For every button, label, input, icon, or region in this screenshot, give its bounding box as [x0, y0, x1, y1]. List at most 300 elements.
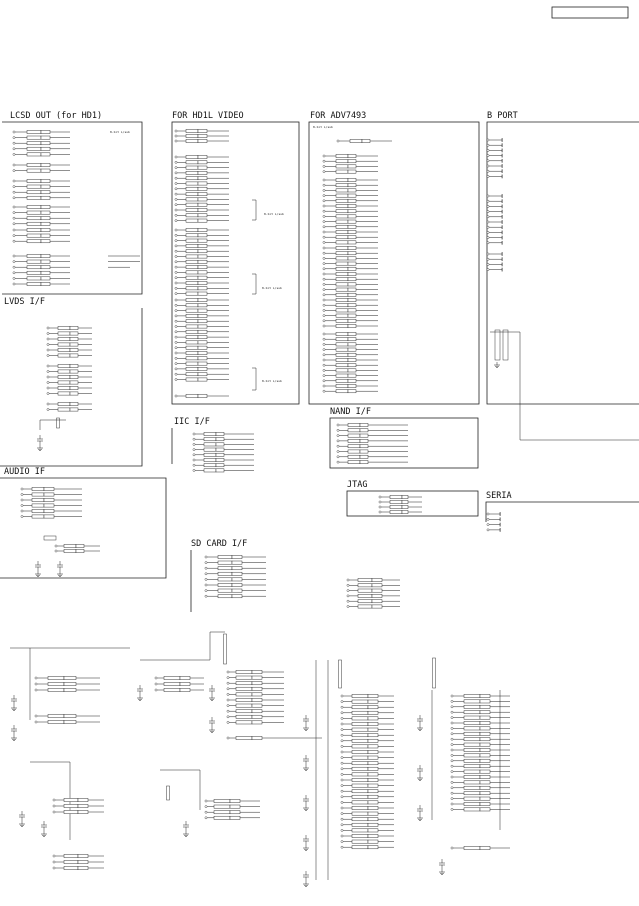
- adv-b-1-port: [323, 160, 325, 162]
- sd-2-port: [205, 567, 207, 569]
- adv-b-2-port: [323, 165, 325, 167]
- iic-3-port: [193, 449, 195, 451]
- lcd-c-2-pin: [41, 191, 50, 194]
- adv-c-5-conn: [336, 204, 348, 207]
- lcd-b-0-pin: [41, 163, 50, 166]
- bport-wire: [490, 332, 639, 440]
- hd1-d-5-pin: [198, 325, 207, 328]
- pw-g-12-conn: [464, 759, 480, 762]
- pw-c-1-port: [227, 677, 229, 679]
- pw-f-23-conn: [352, 823, 368, 826]
- lcd-e-2-conn: [27, 240, 41, 243]
- hd1-d-14-pin: [198, 373, 207, 376]
- hd1-d-2-port: [175, 310, 177, 312]
- pw-f-20-port: [341, 807, 343, 809]
- audio-x2-conn: [64, 549, 76, 552]
- lcd-f-4-pin: [41, 277, 50, 280]
- pw-a3-pin: [64, 688, 76, 691]
- pw-g-5-port: [451, 722, 453, 724]
- lvds-a-4-conn: [58, 348, 70, 351]
- lcd-a-2-conn: [27, 142, 41, 145]
- misc-4-pin: [372, 600, 382, 603]
- pw-f-7-conn: [352, 734, 368, 737]
- bport-a-7-port: [487, 175, 489, 177]
- sdcard-pins: [205, 555, 266, 597]
- hd1-c-3-conn: [186, 244, 198, 247]
- pw-g-15-conn: [464, 775, 480, 778]
- adv-d-10-port: [323, 299, 325, 301]
- lcd-a-3-pin: [41, 147, 50, 150]
- pw-c-8-conn: [236, 715, 252, 718]
- iic-5-conn: [204, 458, 216, 461]
- hd1-c-1-port: [175, 234, 177, 236]
- adv-e-8-conn: [336, 374, 348, 377]
- title-lcd-out: LCSD OUT (for HD1): [10, 111, 102, 121]
- adv-c-12-pin: [348, 241, 356, 244]
- pw-f-4-pin: [368, 717, 378, 720]
- jtag-3-port: [379, 511, 381, 513]
- nand-4-conn: [348, 445, 360, 448]
- lcd-d-2-port: [13, 217, 15, 219]
- iic-2-port: [193, 443, 195, 445]
- lcd-f-1-pin: [41, 260, 50, 263]
- audio-4-port: [21, 510, 23, 512]
- hd1-e-pin: [198, 394, 207, 397]
- pw-c-ext-conn: [236, 736, 252, 739]
- lcd-f-5-port: [13, 283, 15, 285]
- pw-c-8-port: [227, 716, 229, 718]
- adv-d-1-port: [323, 252, 325, 254]
- pw-f-27-conn: [352, 846, 368, 849]
- iic-6-port: [193, 464, 195, 466]
- sd-0-conn: [218, 555, 232, 558]
- pw-g-16-conn: [464, 781, 480, 784]
- pw-c-0-conn: [236, 670, 252, 673]
- pw-f-3-port: [341, 712, 343, 714]
- pw-g-14-conn: [464, 770, 480, 773]
- lvds-c-1-pin: [70, 408, 78, 411]
- hd1-c-3-pin: [198, 244, 207, 247]
- pw-b3-pin: [180, 688, 190, 691]
- hd1-e-conn: [186, 394, 198, 397]
- adv-e-7-pin: [348, 369, 356, 372]
- pw-c-3-conn: [236, 687, 252, 690]
- audio-2-conn: [32, 498, 44, 501]
- pw-f-10-port: [341, 751, 343, 753]
- hd1-d-4-pin: [198, 320, 207, 323]
- adv-d-8-pin: [348, 288, 356, 291]
- hd1-d-1-port: [175, 304, 177, 306]
- lcd-a-3-conn: [27, 147, 41, 150]
- jtag-1-port: [379, 501, 381, 503]
- adv-c-4-pin: [348, 199, 356, 202]
- iic-3-pin: [216, 448, 224, 451]
- pw-g-21-pin: [480, 808, 490, 811]
- adv-d-12-port: [323, 309, 325, 311]
- pw-f-19-port: [341, 801, 343, 803]
- hd1-d-12-pin: [198, 362, 207, 365]
- misc-2-port: [347, 590, 349, 592]
- adv-d-13-pin: [348, 314, 356, 317]
- pw-c-6-port: [227, 705, 229, 707]
- audio-x1-pin: [76, 544, 84, 547]
- iic-7-pin: [216, 469, 224, 472]
- pw-c-2-port: [227, 682, 229, 684]
- hd1-c-2-pin: [198, 239, 207, 242]
- jtag-1-conn: [390, 500, 402, 503]
- pw-f-2-pin: [368, 706, 378, 709]
- adv-c-9-port: [323, 226, 325, 228]
- sd-4-pin: [232, 578, 242, 581]
- pw-c-5-pin: [252, 698, 262, 701]
- audio-1-conn: [32, 493, 44, 496]
- pw-g-8-pin: [480, 738, 490, 741]
- frame-adv: [309, 122, 479, 404]
- bport-a-4-port: [487, 160, 489, 162]
- pw-f-25-conn: [352, 834, 368, 837]
- pw-a4-conn: [48, 714, 64, 717]
- jtag-3-pin: [402, 510, 408, 513]
- adv-c-10-conn: [336, 230, 348, 233]
- hd1-b-7-conn: [186, 193, 198, 196]
- sd-5-pin: [232, 583, 242, 586]
- adv-c-11-pin: [348, 236, 356, 239]
- pw-e-2-conn: [214, 811, 230, 814]
- lcd-d-1-port: [13, 212, 15, 214]
- hd1-b-1-port: [175, 161, 177, 163]
- pw-b1-pin: [180, 676, 190, 679]
- bport-b-3-port: [487, 211, 489, 213]
- pw-h1-conn: [464, 846, 480, 849]
- iic-1-conn: [204, 438, 216, 441]
- pw-f-25-pin: [368, 834, 378, 837]
- pw-d5-port: [53, 861, 55, 863]
- sd-3-conn: [218, 572, 232, 575]
- adv-e-8-port: [323, 375, 325, 377]
- note-8bit-d: 8-bit L/sub: [110, 130, 130, 134]
- adv-b-3-port: [323, 171, 325, 173]
- sd-4-conn: [218, 578, 232, 581]
- lcd-e-0-conn: [27, 228, 41, 231]
- pw-e-0-pin: [230, 799, 240, 802]
- lvds-res: [57, 418, 60, 428]
- nand-3-pin: [360, 439, 368, 442]
- pw-g-20-conn: [464, 802, 480, 805]
- lcd-c-1-port: [13, 186, 15, 188]
- adv-c-5-port: [323, 205, 325, 207]
- iic-2-pin: [216, 443, 224, 446]
- hd1-b-8-conn: [186, 198, 198, 201]
- hd1-d-14-port: [175, 373, 177, 375]
- hd1-c-12-pin: [198, 292, 207, 295]
- hd1-c-10-conn: [186, 281, 198, 284]
- adv-e-6-pin: [348, 364, 356, 367]
- pw-f-17-port: [341, 790, 343, 792]
- pw-f-23-port: [341, 824, 343, 826]
- hd1-c-6-conn: [186, 260, 198, 263]
- pw-a1-pin: [64, 676, 76, 679]
- pw-b1-conn: [164, 676, 180, 679]
- adv-c-6-port: [323, 210, 325, 212]
- adv-d-3-conn: [336, 262, 348, 265]
- pw-f-2-conn: [352, 706, 368, 709]
- lvds-b-0-conn: [58, 364, 70, 367]
- lcd-c-0-conn: [27, 179, 41, 182]
- misc-1-port: [347, 584, 349, 586]
- hd1-c-2-port: [175, 240, 177, 242]
- audio-3-port: [21, 504, 23, 506]
- adv-e-3-conn: [336, 348, 348, 351]
- nand-1-pin: [360, 429, 368, 432]
- pw-f-11-pin: [368, 756, 378, 759]
- lvds-c-1-port: [47, 408, 49, 410]
- adv-c-6-pin: [348, 210, 356, 213]
- jtag-2-port: [379, 506, 381, 508]
- lcd-c-2-conn: [27, 191, 41, 194]
- adv-b-0-conn: [336, 154, 348, 157]
- pw-d5-pin: [78, 860, 88, 863]
- adv-d-12-conn: [336, 309, 348, 312]
- pw-g-13-conn: [464, 765, 480, 768]
- pw-g-12-pin: [480, 759, 490, 762]
- lvds-a-5-pin: [70, 354, 78, 357]
- hd1-b-4-port: [175, 177, 177, 179]
- pw-g-19-port: [451, 798, 453, 800]
- lcd-f-0-conn: [27, 254, 41, 257]
- pw-f-21-port: [341, 813, 343, 815]
- lvds-a-1-conn: [58, 332, 70, 335]
- pw-g-13-port: [451, 765, 453, 767]
- sd-3-pin: [232, 572, 242, 575]
- lcd-a-1-pin: [41, 136, 50, 139]
- iic-5-port: [193, 459, 195, 461]
- hd1-d-4-port: [175, 320, 177, 322]
- pw-g-21-conn: [464, 808, 480, 811]
- pw-f-26-pin: [368, 840, 378, 843]
- pw-g-4-conn: [464, 716, 480, 719]
- lcd-f-5-conn: [27, 282, 41, 285]
- adv-d-15-pin: [348, 324, 356, 327]
- adv-c-6-conn: [336, 210, 348, 213]
- hd1-b-11-port: [175, 214, 177, 216]
- hd1-d-0-pin: [198, 298, 207, 301]
- pw-g-7-port: [451, 733, 453, 735]
- iic-0-port: [193, 433, 195, 435]
- pw-g-2-conn: [464, 705, 480, 708]
- adv-d-5-conn: [336, 272, 348, 275]
- hd1-d-0-conn: [186, 298, 198, 301]
- hd1-c-0-pin: [198, 228, 207, 231]
- jtag-0-port: [379, 496, 381, 498]
- audio-3-conn: [32, 504, 44, 507]
- lvds-wire: [40, 420, 66, 430]
- adv-e-4-pin: [348, 353, 356, 356]
- hd1-b-5-pin: [198, 182, 207, 185]
- iic-5-pin: [216, 458, 224, 461]
- lvds-a-3-conn: [58, 343, 70, 346]
- nand-5-conn: [348, 450, 360, 453]
- pw-f-23-pin: [368, 823, 378, 826]
- hd1-c-7-conn: [186, 266, 198, 269]
- audio-x1-port: [55, 545, 57, 547]
- adv-d-13-port: [323, 315, 325, 317]
- adv-e-5-conn: [336, 358, 348, 361]
- hd1-c-10-pin: [198, 281, 207, 284]
- bport-c-3-port: [487, 269, 489, 271]
- pw-f-9-port: [341, 745, 343, 747]
- hd1-b-6-pin: [198, 187, 207, 190]
- hd1-c-12-conn: [186, 292, 198, 295]
- pw-f-12-conn: [352, 762, 368, 765]
- hd1-b-10-conn: [186, 208, 198, 211]
- adv-d-0-port: [323, 247, 325, 249]
- pw-e-1-conn: [214, 805, 230, 808]
- adv-e-11-conn: [336, 390, 348, 393]
- serial-2-port: [487, 524, 489, 526]
- hd1-c-5-conn: [186, 255, 198, 258]
- hd1-d-3-pin: [198, 314, 207, 317]
- adv-d-9-conn: [336, 293, 348, 296]
- sd-6-port: [205, 590, 207, 592]
- pw-f-24-pin: [368, 829, 378, 832]
- adv-a-0-port: [337, 140, 339, 142]
- adv-c-8-port: [323, 221, 325, 223]
- jtag-pins: [379, 495, 422, 513]
- pw-f-19-pin: [368, 801, 378, 804]
- pw-f-19-conn: [352, 801, 368, 804]
- pw-g-18-conn: [464, 792, 480, 795]
- audio-0-conn: [32, 487, 44, 490]
- pw-f-22-pin: [368, 818, 378, 821]
- pw-f-12-pin: [368, 762, 378, 765]
- audio-1-pin: [44, 493, 54, 496]
- adv-e-3-pin: [348, 348, 356, 351]
- pw-f-24-conn: [352, 829, 368, 832]
- hd1-c-5-port: [175, 255, 177, 257]
- pw-f-9-conn: [352, 745, 368, 748]
- hd1-d-9-pin: [198, 346, 207, 349]
- hd1-c-11-pin: [198, 287, 207, 290]
- audio-5-pin: [44, 515, 54, 518]
- lcd-out-pins: [13, 130, 140, 285]
- adv-d-4-conn: [336, 267, 348, 270]
- adv-e-1-pin: [348, 338, 356, 341]
- pw-g-0-conn: [464, 694, 480, 697]
- sd-3-port: [205, 573, 207, 575]
- pw-b3-conn: [164, 688, 180, 691]
- lcd-a-4-conn: [27, 153, 41, 156]
- lvds-pins: [37, 326, 92, 450]
- misc-1-conn: [358, 584, 372, 587]
- pw-h1-pin: [480, 846, 490, 849]
- hd1-bracket-a: [252, 200, 256, 220]
- adv-c-0-port: [323, 179, 325, 181]
- hd1-d-1-pin: [198, 304, 207, 307]
- adv-d-7-conn: [336, 283, 348, 286]
- hd1-b-11-conn: [186, 214, 198, 217]
- pw-c-2-conn: [236, 682, 252, 685]
- hd1-c-7-port: [175, 266, 177, 268]
- hd1-d-6-port: [175, 331, 177, 333]
- hd1-c-5-pin: [198, 255, 207, 258]
- adv-c-2-pin: [348, 189, 356, 192]
- pw-res-c: [224, 634, 227, 664]
- lvds-b-3-port: [47, 381, 49, 383]
- pw-a5-pin: [64, 720, 76, 723]
- hd1-bracket-c: [252, 368, 256, 390]
- sd-7-conn: [218, 595, 232, 598]
- nand-2-port: [337, 435, 339, 437]
- pw-g-6-conn: [464, 727, 480, 730]
- adv-c-10-pin: [348, 230, 356, 233]
- pw-f-0-conn: [352, 694, 368, 697]
- audio-x2-port: [55, 550, 57, 552]
- pw-g-9-port: [451, 744, 453, 746]
- pw-f-5-conn: [352, 722, 368, 725]
- adv-d-15-conn: [336, 324, 348, 327]
- lvds-a-2-conn: [58, 337, 70, 340]
- adv-d-4-pin: [348, 267, 356, 270]
- pw-c-2-pin: [252, 682, 262, 685]
- nand-7-port: [337, 461, 339, 463]
- lvds-a-0-port: [47, 327, 49, 329]
- hd1-d-9-conn: [186, 346, 198, 349]
- pw-c-3-pin: [252, 687, 262, 690]
- pw-g-12-port: [451, 760, 453, 762]
- pw-g-0-pin: [480, 694, 490, 697]
- adv-e-0-pin: [348, 332, 356, 335]
- pw-f-8-conn: [352, 739, 368, 742]
- pw-g-7-pin: [480, 732, 490, 735]
- lcd-d-0-pin: [41, 205, 50, 208]
- pw-g-4-port: [451, 717, 453, 719]
- pw-c-0-pin: [252, 670, 262, 673]
- hd1-b-2-pin: [198, 166, 207, 169]
- hd1-d-3-conn: [186, 314, 198, 317]
- hd1-b-11-pin: [198, 214, 207, 217]
- lvds-b-2-port: [47, 376, 49, 378]
- nand-0-conn: [348, 423, 360, 426]
- nand-3-port: [337, 440, 339, 442]
- bport-c-0-port: [487, 253, 489, 255]
- iic-7-conn: [204, 469, 216, 472]
- pw-d6-pin: [78, 866, 88, 869]
- hd1-c-2-conn: [186, 239, 198, 242]
- sd-4-port: [205, 578, 207, 580]
- iic-4-port: [193, 454, 195, 456]
- pw-a1-conn: [48, 676, 64, 679]
- hd1-b-1-pin: [198, 161, 207, 164]
- pw-e-0-port: [205, 800, 207, 802]
- hd1-b-4-conn: [186, 177, 198, 180]
- pw-g-7-conn: [464, 732, 480, 735]
- pw-g-9-pin: [480, 743, 490, 746]
- lvds-b-5-pin: [70, 392, 78, 395]
- pw-f-2-port: [341, 706, 343, 708]
- nand-6-pin: [360, 455, 368, 458]
- adv-b-2-conn: [336, 165, 348, 168]
- bport-b-4-port: [487, 216, 489, 218]
- adv-d-6-conn: [336, 278, 348, 281]
- adv-d-11-pin: [348, 304, 356, 307]
- lcd-d-1-pin: [41, 211, 50, 214]
- pw-f-18-port: [341, 796, 343, 798]
- bport-c-2-port: [487, 263, 489, 265]
- adv-b-0-port: [323, 155, 325, 157]
- bport-b-0-port: [487, 195, 489, 197]
- pw-f-6-port: [341, 729, 343, 731]
- pw-f-26-conn: [352, 840, 368, 843]
